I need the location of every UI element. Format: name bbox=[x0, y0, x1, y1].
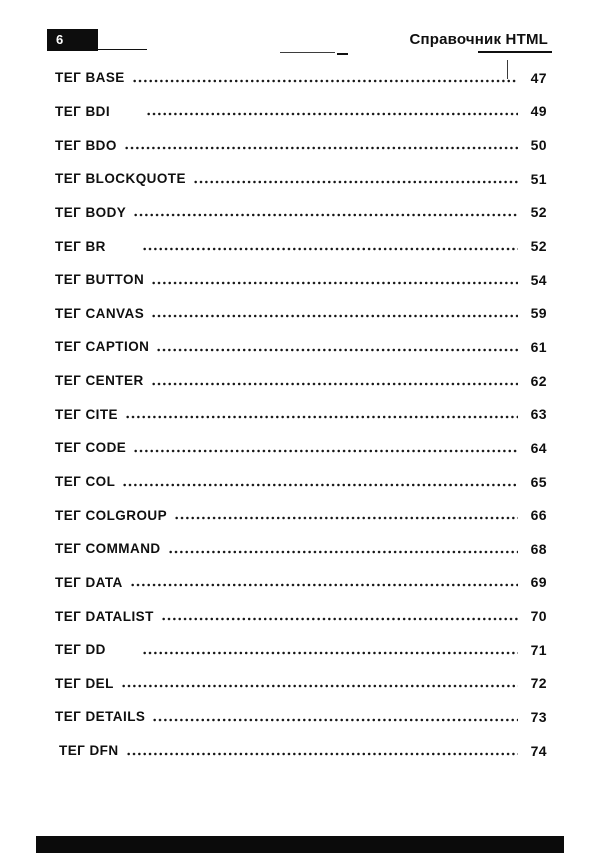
dot-leader bbox=[126, 752, 518, 756]
toc-entry-page-number: 47 bbox=[530, 69, 547, 86]
page-number: 6 bbox=[56, 32, 64, 47]
toc-entry-page-number: 70 bbox=[530, 608, 547, 625]
dot-leader bbox=[151, 382, 518, 386]
dot-leader bbox=[168, 550, 518, 554]
center-artifact-dash bbox=[337, 53, 348, 56]
toc-entry-label: ТЕГ DATALIST bbox=[55, 608, 154, 624]
toc-entry bbox=[55, 566, 547, 600]
toc-entry-label: ТЕГ CENTER bbox=[55, 373, 144, 389]
running-header-title: Справочник HTML bbox=[409, 31, 548, 48]
toc-entry bbox=[55, 465, 547, 499]
dot-leader bbox=[121, 684, 518, 688]
toc-entry-page-number: 50 bbox=[530, 137, 547, 154]
toc-entry-page-number: 63 bbox=[530, 406, 547, 423]
toc-entry-page-number: 54 bbox=[530, 271, 547, 288]
toc-entry-page-number: 73 bbox=[530, 708, 547, 725]
toc-entry bbox=[55, 128, 547, 162]
toc-entry-page-number: 65 bbox=[530, 473, 547, 490]
toc-entry-label: ТЕГ BUTTON bbox=[55, 272, 145, 288]
dot-leader bbox=[142, 651, 518, 655]
toc-entry-page-number: 68 bbox=[530, 540, 547, 557]
page-number-box bbox=[47, 29, 98, 51]
toc-entry-page-number: 49 bbox=[530, 103, 547, 120]
toc-entry-page-number: 64 bbox=[530, 439, 547, 456]
toc-entry bbox=[55, 162, 547, 196]
toc-entry-page-number: 69 bbox=[530, 574, 547, 591]
footer-bar bbox=[36, 836, 564, 853]
running-header-underline bbox=[478, 51, 552, 53]
toc-entry bbox=[55, 364, 547, 398]
toc-entry bbox=[55, 700, 547, 734]
toc-entry-label: ТЕГ COLGROUP bbox=[55, 507, 168, 523]
toc-entry-label: ТЕГ DFN bbox=[59, 743, 119, 759]
toc-entry-page-number: 59 bbox=[530, 305, 547, 322]
toc-entry bbox=[55, 296, 547, 330]
toc-entry bbox=[55, 667, 547, 701]
toc-entry bbox=[55, 95, 547, 129]
toc-entry bbox=[55, 633, 547, 667]
toc-entry-label: ТЕГ BASE bbox=[55, 70, 125, 86]
toc-entry-label: ТЕГ CITE bbox=[55, 406, 119, 422]
toc-entry-page-number: 62 bbox=[530, 372, 547, 389]
table-of-contents bbox=[55, 61, 547, 767]
dot-leader bbox=[133, 449, 518, 453]
dot-leader bbox=[124, 146, 518, 150]
toc-entry-label: ТЕГ DD bbox=[55, 642, 106, 658]
dot-leader bbox=[193, 180, 518, 184]
toc-entry-label: ТЕГ BR bbox=[55, 238, 106, 254]
toc-entry-page-number: 61 bbox=[530, 338, 547, 355]
toc-entry-label: ТЕГ BDI bbox=[55, 103, 111, 119]
toc-entry-page-number: 51 bbox=[530, 170, 547, 187]
toc-entry bbox=[55, 61, 547, 95]
toc-entry-page-number: 52 bbox=[530, 238, 547, 255]
toc-entry-page-number: 66 bbox=[530, 507, 547, 524]
dot-leader bbox=[142, 247, 518, 251]
dot-leader bbox=[174, 516, 518, 520]
toc-entry-page-number: 71 bbox=[530, 641, 547, 658]
toc-entry bbox=[55, 397, 547, 431]
toc-entry-label: ТЕГ CODE bbox=[55, 440, 127, 456]
toc-entry-label: ТЕГ BLOCKQUOTE bbox=[55, 171, 186, 187]
toc-entry-label: ТЕГ COMMAND bbox=[55, 541, 161, 557]
toc-entry-page-number: 74 bbox=[530, 742, 547, 759]
toc-entry bbox=[55, 330, 547, 364]
dot-leader bbox=[130, 583, 518, 587]
dot-leader bbox=[132, 79, 518, 83]
toc-entry-label: ТЕГ CAPTION bbox=[55, 339, 150, 355]
dot-leader bbox=[146, 112, 518, 116]
toc-entry-label: ТЕГ DEL bbox=[55, 675, 114, 691]
toc-entry-label: ТЕГ DETAILS bbox=[55, 709, 146, 725]
toc-entry bbox=[55, 498, 547, 532]
dot-leader bbox=[125, 415, 518, 419]
dot-leader bbox=[152, 718, 518, 722]
dot-leader bbox=[122, 483, 518, 487]
toc-entry bbox=[55, 734, 547, 768]
dot-leader bbox=[161, 617, 518, 621]
toc-entry bbox=[55, 263, 547, 297]
dot-leader bbox=[156, 348, 518, 352]
toc-entry bbox=[55, 532, 547, 566]
toc-entry-label: ТЕГ DATA bbox=[55, 574, 123, 590]
toc-entry bbox=[55, 431, 547, 465]
dot-leader bbox=[151, 314, 518, 318]
toc-entry bbox=[55, 599, 547, 633]
center-artifact-line bbox=[280, 52, 335, 53]
toc-entry-label: ТЕГ BDO bbox=[55, 137, 117, 153]
toc-entry-label: ТЕГ BODY bbox=[55, 204, 127, 220]
toc-entry bbox=[55, 229, 547, 263]
toc-entry-page-number: 72 bbox=[530, 675, 547, 692]
dot-leader bbox=[151, 281, 518, 285]
toc-entry bbox=[55, 196, 547, 230]
toc-entry-label: ТЕГ COL bbox=[55, 474, 116, 489]
page-number-rule bbox=[98, 49, 147, 51]
dot-leader bbox=[133, 213, 518, 217]
toc-entry-label: ТЕГ CANVAS bbox=[55, 305, 145, 321]
toc-entry-page-number: 52 bbox=[530, 204, 547, 221]
